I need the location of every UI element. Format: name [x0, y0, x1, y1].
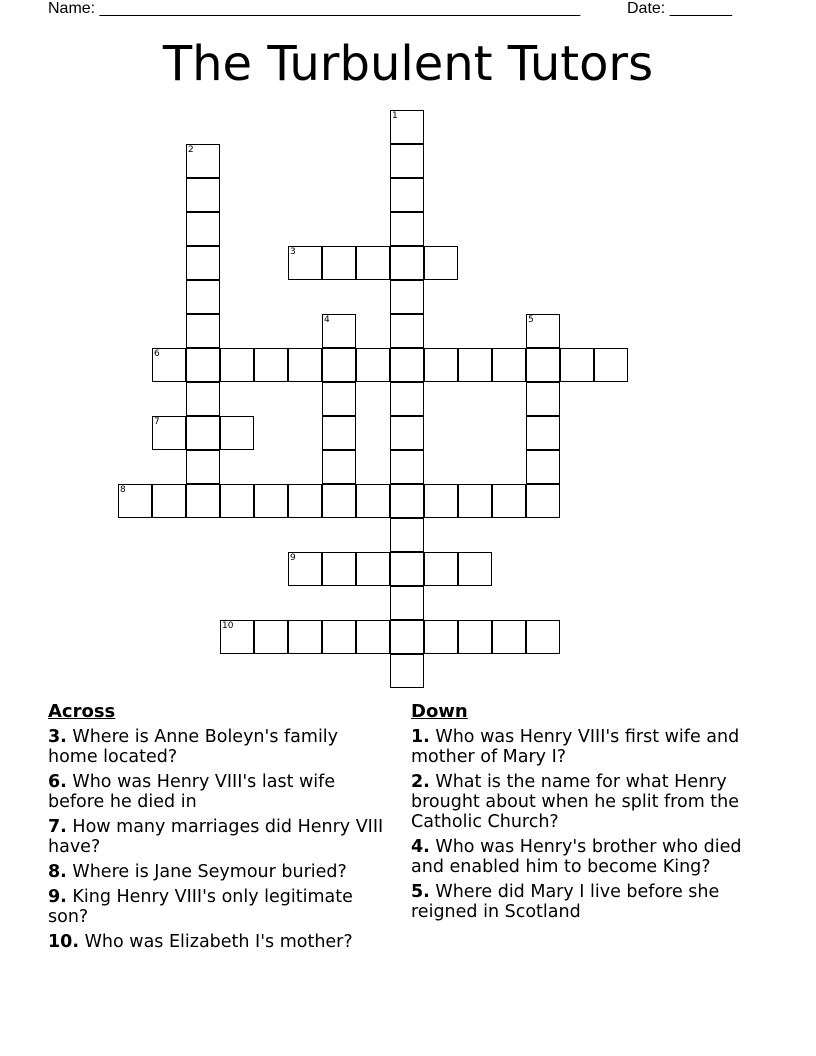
- grid-cell[interactable]: [458, 348, 492, 382]
- grid-cell[interactable]: [526, 314, 560, 348]
- across-clue-7: [48, 817, 388, 857]
- grid-cell[interactable]: [186, 314, 220, 348]
- puzzle-title: The Turbulent Tutors: [162, 36, 654, 92]
- grid-cell[interactable]: [390, 314, 424, 348]
- clue-text: Where is Jane Seymour buried?: [72, 862, 347, 882]
- grid-cell[interactable]: [288, 484, 322, 518]
- grid-cell[interactable]: [186, 178, 220, 212]
- grid-cell[interactable]: [390, 382, 424, 416]
- across-clue-6: [48, 772, 388, 812]
- clue-text: Where did Mary I live before she reigned in Scotland: [411, 882, 720, 922]
- grid-cell[interactable]: [390, 416, 424, 450]
- down-clue-1: [411, 727, 756, 767]
- grid-cell[interactable]: [526, 450, 560, 484]
- grid-cell[interactable]: [186, 382, 220, 416]
- grid-cell[interactable]: [322, 348, 356, 382]
- grid-cell[interactable]: [220, 620, 254, 654]
- grid-cell[interactable]: [322, 620, 356, 654]
- clue-number: 4.: [411, 837, 430, 857]
- grid-cell[interactable]: [390, 280, 424, 314]
- grid-cell[interactable]: [152, 348, 186, 382]
- grid-cell[interactable]: [322, 484, 356, 518]
- grid-cell[interactable]: [390, 552, 424, 586]
- grid-cell[interactable]: [390, 144, 424, 178]
- grid-cell[interactable]: [186, 212, 220, 246]
- grid-cell[interactable]: [356, 246, 390, 280]
- grid-cell[interactable]: [560, 348, 594, 382]
- grid-cell[interactable]: [356, 620, 390, 654]
- grid-cell[interactable]: [356, 552, 390, 586]
- grid-cell[interactable]: [186, 450, 220, 484]
- grid-cell[interactable]: [492, 348, 526, 382]
- grid-cell[interactable]: [424, 484, 458, 518]
- down-clues: [411, 702, 756, 927]
- grid-cell[interactable]: [186, 280, 220, 314]
- grid-cell[interactable]: [390, 178, 424, 212]
- grid-cell[interactable]: [390, 654, 424, 688]
- grid-cell[interactable]: [458, 552, 492, 586]
- grid-cell[interactable]: [458, 484, 492, 518]
- grid-cell[interactable]: [526, 620, 560, 654]
- cell-number: 3: [290, 247, 296, 257]
- grid-cell[interactable]: [322, 416, 356, 450]
- down-heading: Down: [411, 701, 468, 722]
- grid-cell[interactable]: [254, 484, 288, 518]
- cell-number: 5: [528, 315, 534, 325]
- grid-cell[interactable]: [390, 212, 424, 246]
- clue-number: 5.: [411, 882, 430, 902]
- cell-number: 6: [154, 349, 160, 359]
- clue-text: King Henry VIII's only legitimate son?: [48, 887, 353, 927]
- across-clue-8: [48, 862, 388, 882]
- grid-cell[interactable]: [322, 450, 356, 484]
- clue-number: 6.: [48, 772, 67, 792]
- grid-cell[interactable]: [390, 484, 424, 518]
- grid-cell[interactable]: [322, 382, 356, 416]
- clue-text: Who was Henry VIII's first wife and mother of Mary I?: [411, 727, 740, 767]
- clue-number: 2.: [411, 772, 430, 792]
- cell-number: 10: [222, 621, 234, 631]
- cell-number: 2: [188, 145, 194, 155]
- across-clues: [48, 702, 388, 957]
- grid-cell[interactable]: [390, 586, 424, 620]
- clue-number: 3.: [48, 727, 67, 747]
- clue-text: How many marriages did Henry VIII have?: [48, 817, 384, 857]
- clue-number: 1.: [411, 727, 430, 747]
- grid-cell[interactable]: [390, 246, 424, 280]
- cell-number: 9: [290, 553, 296, 563]
- grid-cell[interactable]: [186, 246, 220, 280]
- across-clue-10: [48, 932, 388, 952]
- grid-cell[interactable]: [288, 246, 322, 280]
- across-heading: Across: [48, 701, 116, 722]
- clue-number: 8.: [48, 862, 67, 882]
- grid-cell[interactable]: [152, 484, 186, 518]
- grid-cell[interactable]: [288, 348, 322, 382]
- grid-cell[interactable]: [288, 620, 322, 654]
- clue-text: Who was Henry VIII's last wife before he died in: [48, 772, 336, 812]
- grid-cell[interactable]: [186, 144, 220, 178]
- grid-cell[interactable]: [186, 484, 220, 518]
- grid-cell[interactable]: [220, 348, 254, 382]
- cell-number: 7: [154, 417, 160, 427]
- clue-number: 10.: [48, 932, 80, 952]
- grid-cell[interactable]: [186, 348, 220, 382]
- grid-cell[interactable]: [186, 416, 220, 450]
- cell-number: 1: [392, 111, 398, 121]
- down-clue-2: [411, 772, 756, 832]
- grid-cell[interactable]: [322, 552, 356, 586]
- clue-number: 7.: [48, 817, 67, 837]
- down-clue-5: [411, 882, 756, 922]
- grid-cell[interactable]: [526, 416, 560, 450]
- clue-number: 9.: [48, 887, 67, 907]
- grid-cell[interactable]: [220, 484, 254, 518]
- clue-text: What is the name for what Henry brought about when he split from the Catholic Church?: [411, 772, 740, 832]
- grid-cell[interactable]: [390, 518, 424, 552]
- grid-cell[interactable]: [152, 416, 186, 450]
- grid-cell[interactable]: [390, 110, 424, 144]
- grid-cell[interactable]: [390, 620, 424, 654]
- grid-cell[interactable]: [594, 348, 628, 382]
- grid-cell[interactable]: [526, 382, 560, 416]
- grid-cell[interactable]: [322, 314, 356, 348]
- grid-cell[interactable]: [220, 416, 254, 450]
- clue-text: Who was Henry's brother who died and enabled him to become King?: [411, 837, 742, 877]
- clue-text: Where is Anne Boleyn's family home located?: [48, 727, 339, 767]
- grid-cell[interactable]: [526, 348, 560, 382]
- grid-cell[interactable]: [424, 552, 458, 586]
- grid-cell[interactable]: [424, 246, 458, 280]
- across-clue-3: [48, 727, 388, 767]
- grid-cell[interactable]: [356, 484, 390, 518]
- grid-cell[interactable]: [356, 348, 390, 382]
- grid-cell[interactable]: [424, 348, 458, 382]
- grid-cell[interactable]: [492, 620, 526, 654]
- grid-cell[interactable]: [118, 484, 152, 518]
- grid-cell[interactable]: [526, 484, 560, 518]
- cell-number: 4: [324, 315, 330, 325]
- grid-cell[interactable]: [390, 348, 424, 382]
- clue-text: Who was Elizabeth I's mother?: [84, 932, 353, 952]
- grid-cell[interactable]: [390, 450, 424, 484]
- down-clue-4: [411, 837, 756, 877]
- grid-cell[interactable]: [424, 620, 458, 654]
- name-field[interactable]: Name: ______________________________________________________: [48, 0, 581, 17]
- across-clue-9: [48, 887, 388, 927]
- grid-cell[interactable]: [254, 348, 288, 382]
- grid-cell[interactable]: [458, 620, 492, 654]
- grid-cell[interactable]: [322, 246, 356, 280]
- date-field[interactable]: Date: _______: [627, 0, 732, 17]
- cell-number: 8: [120, 485, 126, 495]
- grid-cell[interactable]: [492, 484, 526, 518]
- grid-cell[interactable]: [288, 552, 322, 586]
- grid-cell[interactable]: [254, 620, 288, 654]
